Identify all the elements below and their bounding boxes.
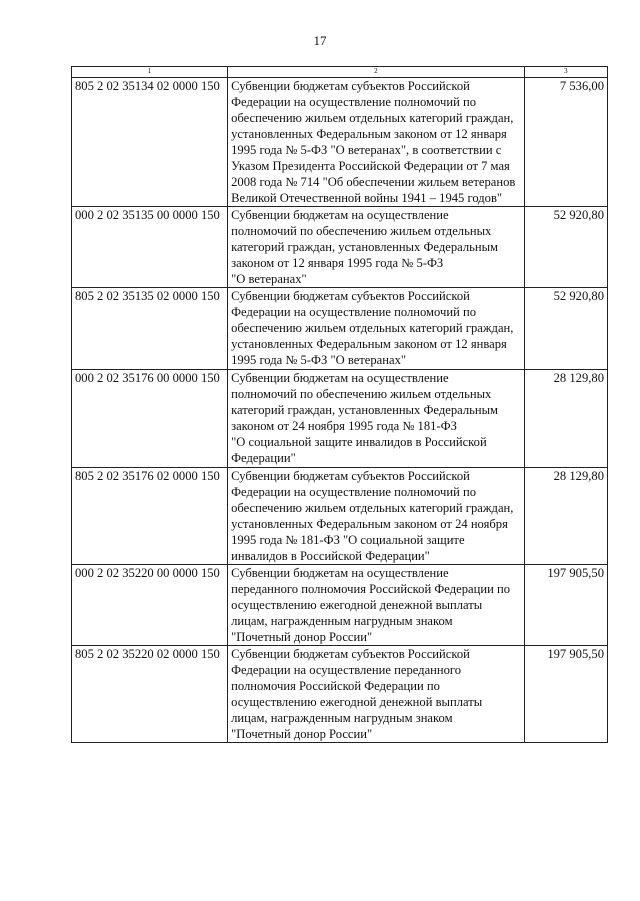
budget-code-cell: 000 2 02 35176 00 0000 150 [72,370,228,468]
column-header-code: 1 [72,67,228,78]
income-name-cell: Субвенции бюджетам субъектов Российской Федерации на осуществление полномочий по обеспечению жильем отдельных категорий граждан, установленных Федеральным законом от 24 ноября 1995 года № 181-ФЗ "О социальной защите инвалидов в Российской Федерации" [228,468,525,565]
income-name-cell: Субвенции бюджетам субъектов Российской Федерации на осуществление переданного полномочия Российской Федерации по осуществлению ежегодной денежной выплаты лицам, награжденным нагрудным знаком "Почетный донор России" [228,646,525,743]
amount-cell: 52 920,80 [524,207,607,288]
budget-code-cell: 805 2 02 35176 02 0000 150 [72,468,228,565]
table-row [72,78,608,207]
amount-cell: 28 129,80 [524,468,607,565]
table-row [72,207,608,288]
income-name-cell: Субвенции бюджетам на осуществление полномочий по обеспечению жильем отдельных категорий граждан, установленных Федеральным законом от 24 ноября 1995 года № 181-ФЗ "О социальной защите инвалидов в Российской Федерации" [228,370,525,468]
amount-cell: 197 905,50 [524,565,607,646]
income-name-cell: Субвенции бюджетам на осуществление полномочий по обеспечению жильем отдельных категорий граждан, установленных Федеральным законом от 12 января 1995 года № 5-ФЗ "О ветеранах" [228,207,525,288]
table-row [72,468,608,565]
budget-code-cell: 000 2 02 35220 00 0000 150 [72,565,228,646]
table-row [72,370,608,468]
column-header-name: 2 [228,67,525,78]
amount-cell: 52 920,80 [524,288,607,370]
budget-subventions-table [71,66,608,743]
amount-cell: 7 536,00 [524,78,607,207]
budget-code-cell: 805 2 02 35135 02 0000 150 [72,288,228,370]
income-name-cell: Субвенции бюджетам субъектов Российской Федерации на осуществление полномочий по обеспечению жильем отдельных категорий граждан, установленных Федеральным законом от 12 января 1995 года № 5-ФЗ "О ветеранах", в соответствии с Указом Президента Российской Федерации от 7 мая 2008 года № 714 "Об обеспечении жильем ветеранов Великой Отечественной войны 1941 – 1945 годов" [228,78,525,207]
column-header-amount: 3 [524,67,607,78]
income-name-cell: Субвенции бюджетам на осуществление переданного полномочия Российской Федерации по осуществлению ежегодной денежной выплаты лицам, награжденным нагрудным знаком "Почетный донор России" [228,565,525,646]
column-number-header-row [72,67,608,78]
amount-cell: 197 905,50 [524,646,607,743]
page-number: 17 [313,33,327,48]
income-name-cell: Субвенции бюджетам субъектов Российской Федерации на осуществление полномочий по обеспечению жильем отдельных категорий граждан, установленных Федеральным законом от 12 января 1995 года № 5-ФЗ "О ветеранах" [228,288,525,370]
budget-code-cell: 000 2 02 35135 00 0000 150 [72,207,228,288]
budget-code-cell: 805 2 02 35220 02 0000 150 [72,646,228,743]
table-row [72,288,608,370]
table-row [72,565,608,646]
budget-code-cell: 805 2 02 35134 02 0000 150 [72,78,228,207]
table-row [72,646,608,743]
amount-cell: 28 129,80 [524,370,607,468]
